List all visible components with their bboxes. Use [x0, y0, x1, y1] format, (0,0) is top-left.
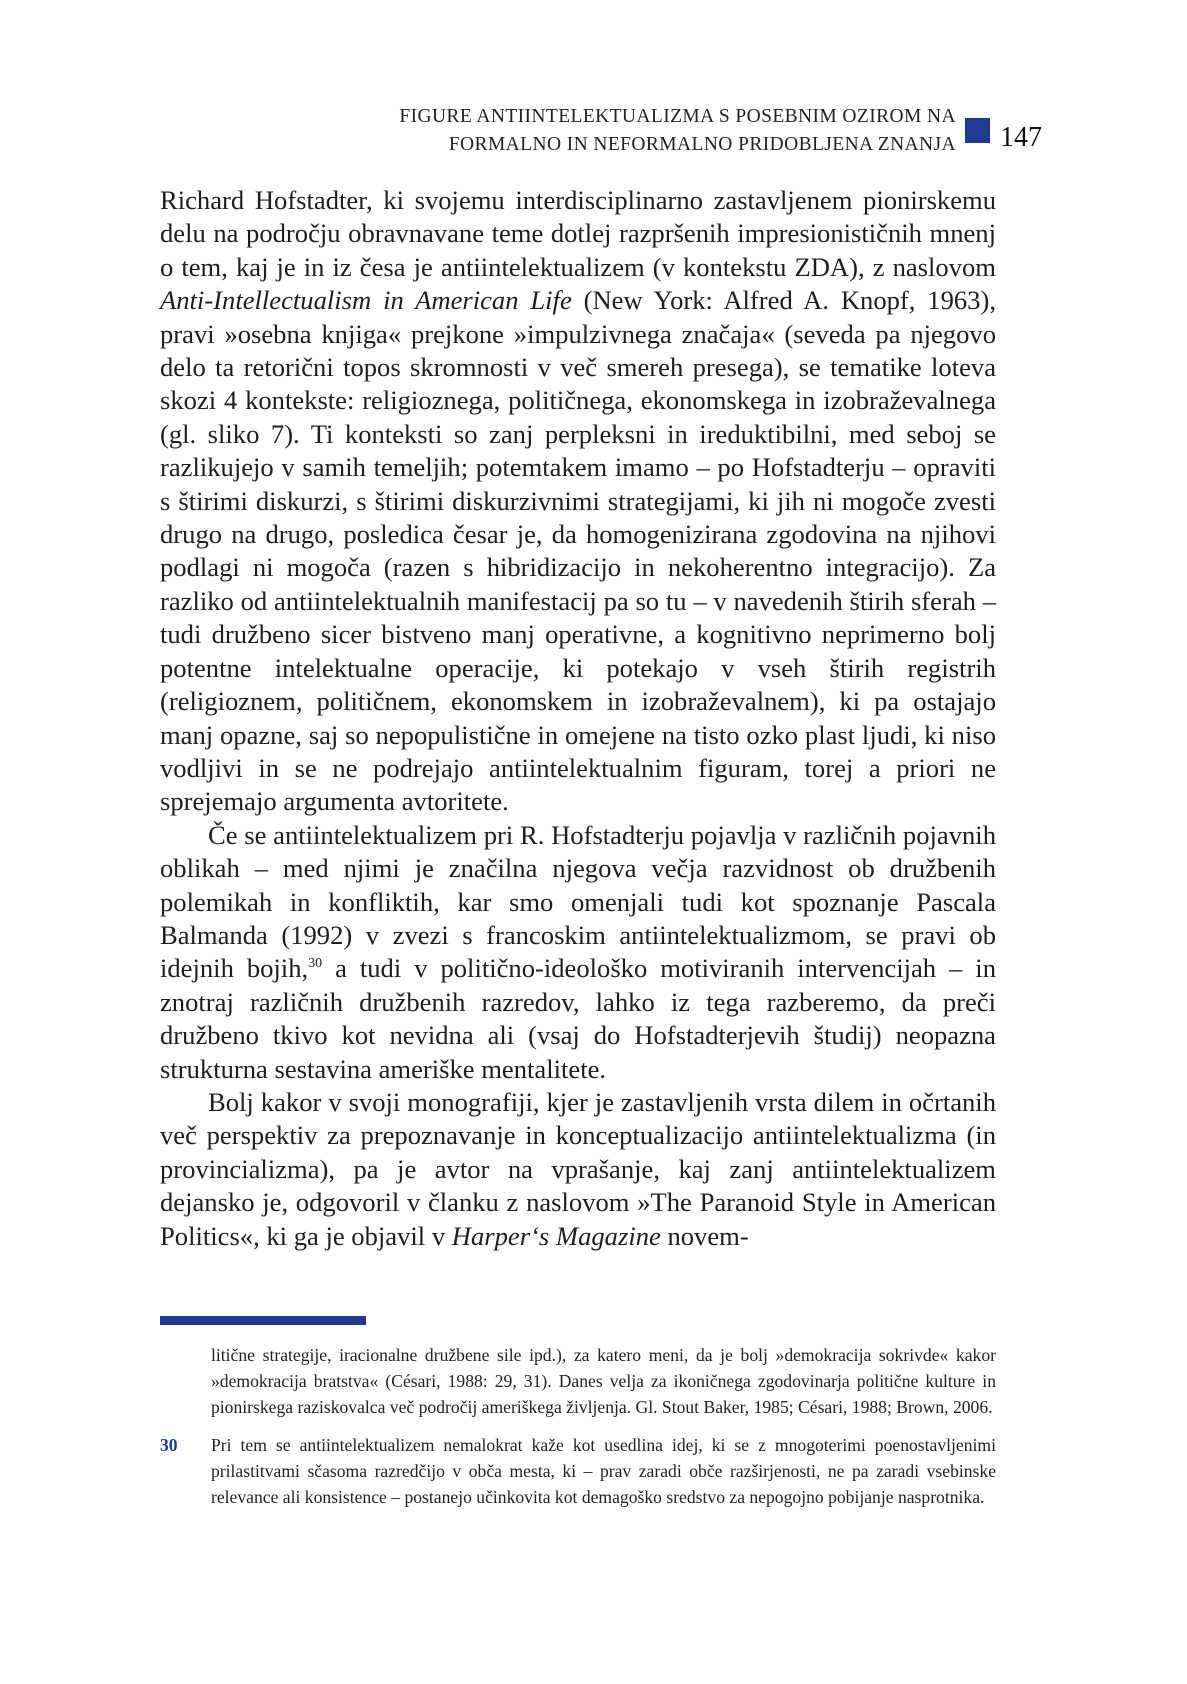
- running-header-line-1: FIGURE ANTIINTELEKTUALIZMA S POSEBNIM OZIROM NA: [399, 106, 956, 127]
- footnote-reference-30[interactable]: 30: [308, 956, 323, 972]
- paragraph-1: [160, 184, 996, 819]
- page-number: 147: [1000, 122, 1042, 153]
- footnote-divider: [160, 1316, 366, 1325]
- paragraph-3-text-a: Bolj kakor v svoji monografiji, kjer je zastavljenih vrsta dilem in očrtanih več perspektiv za prepoznavanje in konceptualizacijo antiintelektualizma (in provincializma), pa je avtor na vprašanje, kaj zanj antiintelektualizem dejansko je, odgovoril v članku z naslovom »The Paranoid Style in American Politics«, ki ga je objavil v: [160, 1086, 996, 1251]
- header-accent-square: [965, 118, 990, 143]
- paragraph-3: [160, 1086, 996, 1253]
- paragraph-1-text-a: Richard Hofstadter, ki svojemu interdisciplinarno zastavljenem pionirskemu delu na področju obravnavane teme dotlej razpršenih impresionističnih mnenj o tem, kaj je in iz česa je antiintelektualizem (v kontekstu ZDA), z naslovom: [160, 185, 996, 282]
- footnote-30-number: 30: [160, 1435, 178, 1455]
- footnote-30: [160, 1432, 996, 1510]
- paragraph-2-text-a: Če se antiintelektualizem pri R. Hofstadterju pojavlja v različnih pojavnih oblikah – med njimi je značilna njegova večja razvidnost ob družbenih polemikah in konfliktih, kar smo omenjali tudi kot spoznanje Pascala Balmanda (1992) v zvezi s francoskim antiintelektualizmom, se pravi ob idejnih bojih,: [160, 819, 996, 984]
- paragraph-3-text-b: novem-: [660, 1220, 749, 1251]
- footnotes: [160, 1342, 996, 1510]
- paragraph-2: [160, 819, 996, 1086]
- footnote-continued: litične strategije, iracionalne družbene sile ipd.), za katero meni, da je bolj »demokracija sokrivde« kakor »demokracija bratstva« (Césari, 1988: 29, 31). Danes velja za ikoničnega zgodovinarja politične kulture in pionirskega raziskovalca več področij ameriškega življenja. Gl. Stout Baker, 1985; Césari, 1988; Brown, 2006.: [211, 1345, 996, 1417]
- running-header: [399, 103, 956, 159]
- running-header-line-2: FORMALNO IN NEFORMALNO PRIDOBLJENA ZNANJA: [448, 134, 956, 155]
- paragraph-2-text-b: a tudi v politično-ideološko motiviranih intervencijah – in znotraj različnih družbenih razredov, lahko iz tega razberemo, da preči družbeno tkivo kot nevidna ali (vsaj do Hofstadterjevih študij) neopazna strukturna sestavina ameriške mentalitete.: [160, 953, 996, 1084]
- book-title: Anti-Intellectualism in American Life: [160, 285, 572, 316]
- body-text: [160, 184, 996, 1253]
- footnote-30-text: Pri tem se antiintelektualizem nemalokrat kaže kot usedlina idej, ki se z mnogoterimi poenostavljenimi prilastitvami sčasoma razredčijo v obča mesta, ki – prav zaradi obče razširjenosti, ne pa zaradi vsebinske relevance ali konsistence – postanejo učinkovita kot demagoško sredstvo za nepogojno pobijanje nasprotnika.: [211, 1435, 996, 1507]
- paragraph-1-text-b: (New York: Alfred A. Knopf, 1963), pravi »osebna knjiga« prejkone »impulzivnega značaja« (seveda pa njegovo delo ta retorični topos skromnosti v več smereh presega), se tematike loteva skozi 4 kontekste: religioznega, političnega, ekonomskega in izobraževalnega (gl. sliko 7). Ti konteksti so zanj perpleksni in ireduktibilni, med seboj se razlikujejo v samih temeljih; potemtakem imamo – po Hofstadterju – opraviti s štirimi diskurzi, s štirimi diskurzivnimi strategijami, ki jih ni mogoče zvesti drugo na drugo, posledica česar je, da homogenizirana zgodovina na njihovi podlagi ni mogoča (razen s hibridizacijo in nekoherentno integracijo). Za razliko od antiintelektualnih manifestacij pa so tu – v navedenih štirih sferah – tudi družbeno sicer bistveno manj operativne, a kognitivno neprimerno bolj potentne intelektualne operacije, ki potekajo v vseh štirih registrih (religioznem, političnem, ekonomskem in izobraževalnem), ki pa ostajajo manj opazne, saj so nepopulistične in omejene na tisto ozko plast ljudi, ki niso vodljivi in se ne podrejajo antiintelektualnim figuram, torej a priori ne sprejemajo argumenta avtoritete.: [160, 285, 996, 817]
- magazine-title: Harper‘s Magazine: [451, 1220, 661, 1251]
